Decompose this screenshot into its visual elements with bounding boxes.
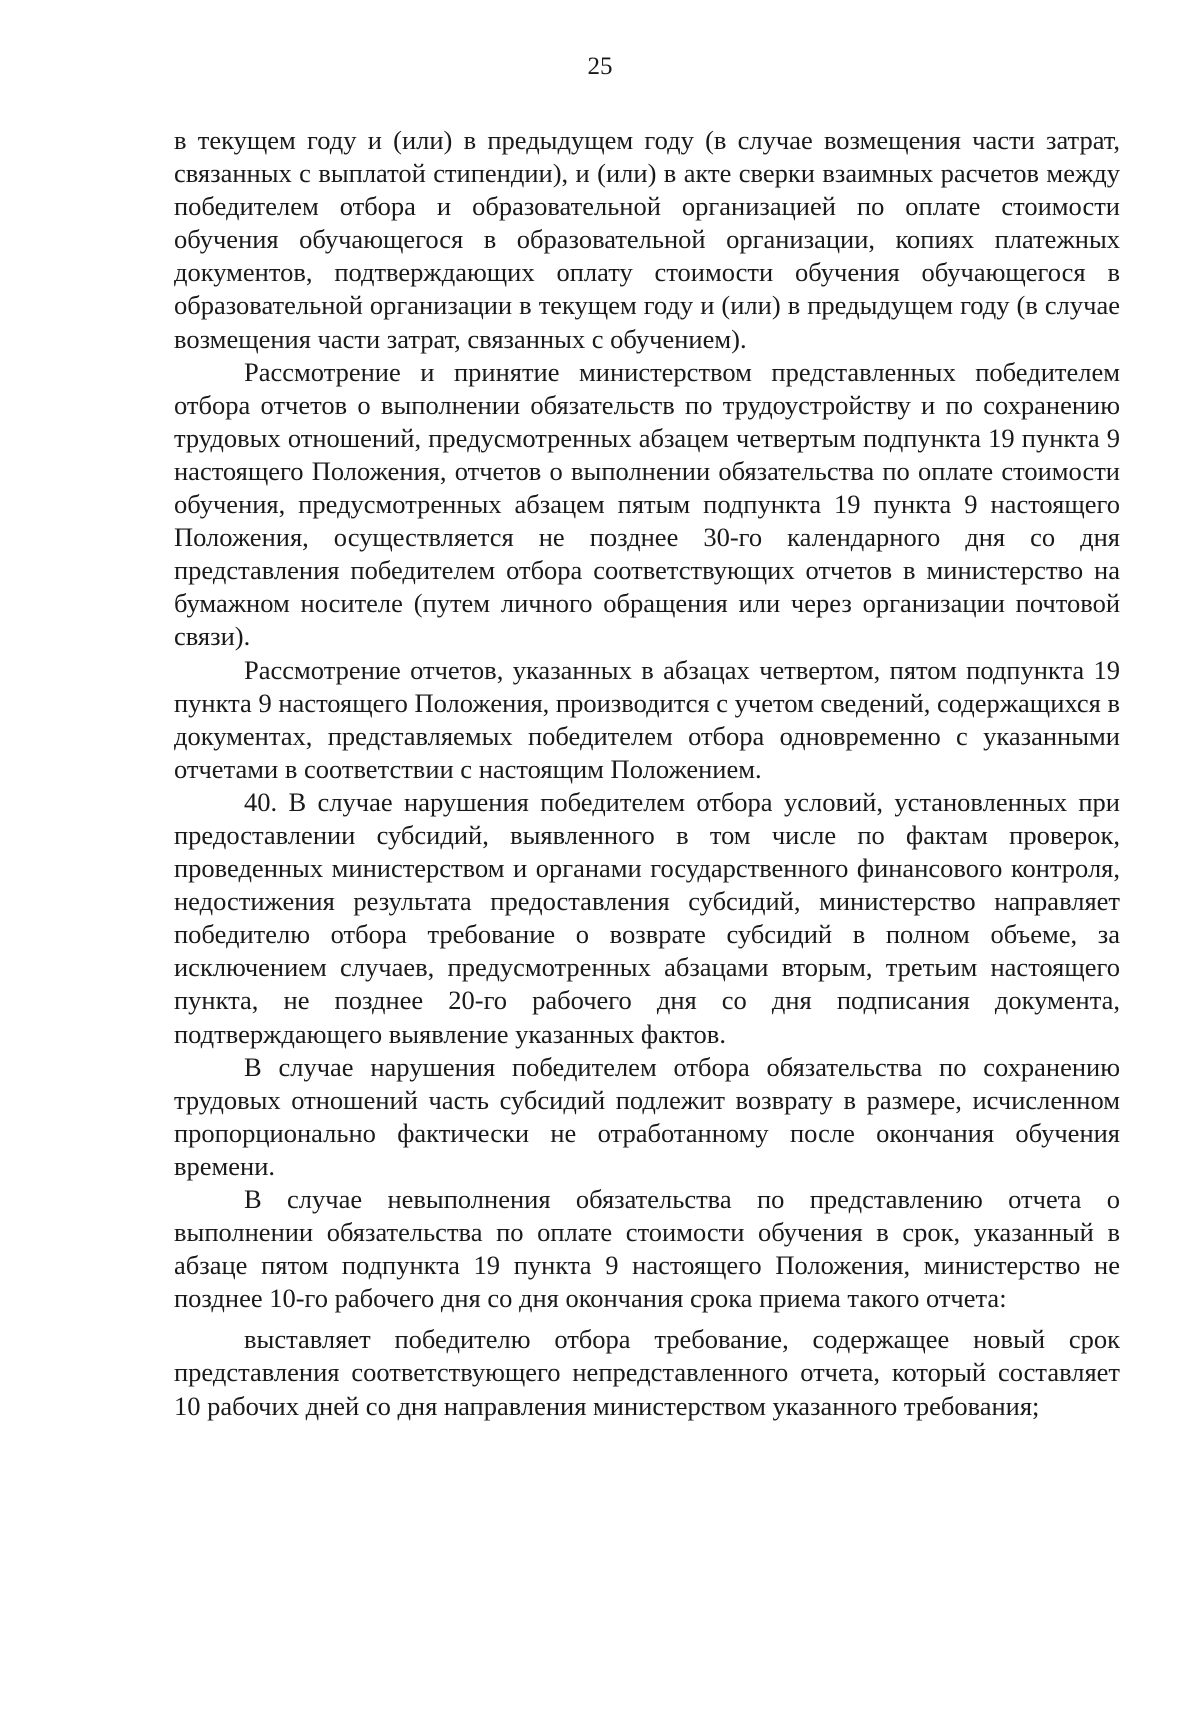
- paragraph-requirement: выставляет победителю отбора требование, содержащее новый срок представления соответствующего непредставленного отчета, который составляет 10 рабочих дней со дня направления министерством указанного требования;: [174, 1324, 1120, 1421]
- paragraph-continuation: в текущем году и (или) в предыдущем году (в случае возмещения части затрат, связанных с выплатой стипендии), и (или) в акте сверки взаимных расчетов между победителем отбора и образовательной организацией по оплате стоимости обучения обучающегося в образовательной организации, копиях платежных документов, подтверждающих оплату стоимости обучения обучающегося в образовательной организации в текущем году и (или) в предыдущем году (в случае возмещения части затрат, связанных с обучением).: [174, 125, 1120, 354]
- paragraph-item-40: 40. В случае нарушения победителем отбора условий, установленных при предоставлении субсидий, выявленного в том числе по фактам проверок, проведенных министерством и органами государственного финансового контроля, недостижения результата предоставления субсидий, министерство направляет победителю отбора требование о возврате субсидий в полном объеме, за исключением случаев, предусмотренных абзацами вторым, третьим настоящего пункта, не позднее 20-го рабочего дня со дня подписания документа, подтверждающего выявление указанных фактов.: [174, 786, 1120, 1049]
- paragraph-review-reports: Рассмотрение и принятие министерством представленных победителем отбора отчетов о выполнении обязательств по трудоустройству и по сохранению трудовых отношений, предусмотренных абзацем четвертым подпункта 19 пункта 9 настоящего Положения, отчетов о выполнении обязательства по оплате стоимости обучения, предусмотренных абзацем пятым подпункта 19 пункта 9 настоящего Положения, осуществляется не позднее 30-го календарного дня со дня представления победителем отбора соответствующих отчетов в министерство на бумажном носителе (путем личного обращения или через организации почтовой связи).: [174, 356, 1120, 652]
- paragraph-labor-relations: В случае нарушения победителем отбора обязательства по сохранению трудовых отношений часть субсидий подлежит возврату в размере, исчисленном пропорционально фактически не отработанному после окончания обучения времени.: [174, 1051, 1120, 1181]
- document-body: [174, 124, 1120, 1423]
- paragraph-review-consideration: Рассмотрение отчетов, указанных в абзацах четвертом, пятом подпункта 19 пункта 9 настоящего Положения, производится с учетом сведений, содержащихся в документах, представляемых победителем отбора одновременно с указанными отчетами в соответствии с настоящим Положением.: [174, 654, 1120, 784]
- page-number: 25: [587, 53, 613, 80]
- paragraph-non-fulfillment: В случае невыполнения обязательства по представлению отчета о выполнении обязательства по оплате стоимости обучения в срок, указанный в абзаце пятом подпункта 19 пункта 9 настоящего Положения, министерство не позднее 10-го рабочего дня со дня окончания срока приема такого отчета:: [174, 1184, 1120, 1314]
